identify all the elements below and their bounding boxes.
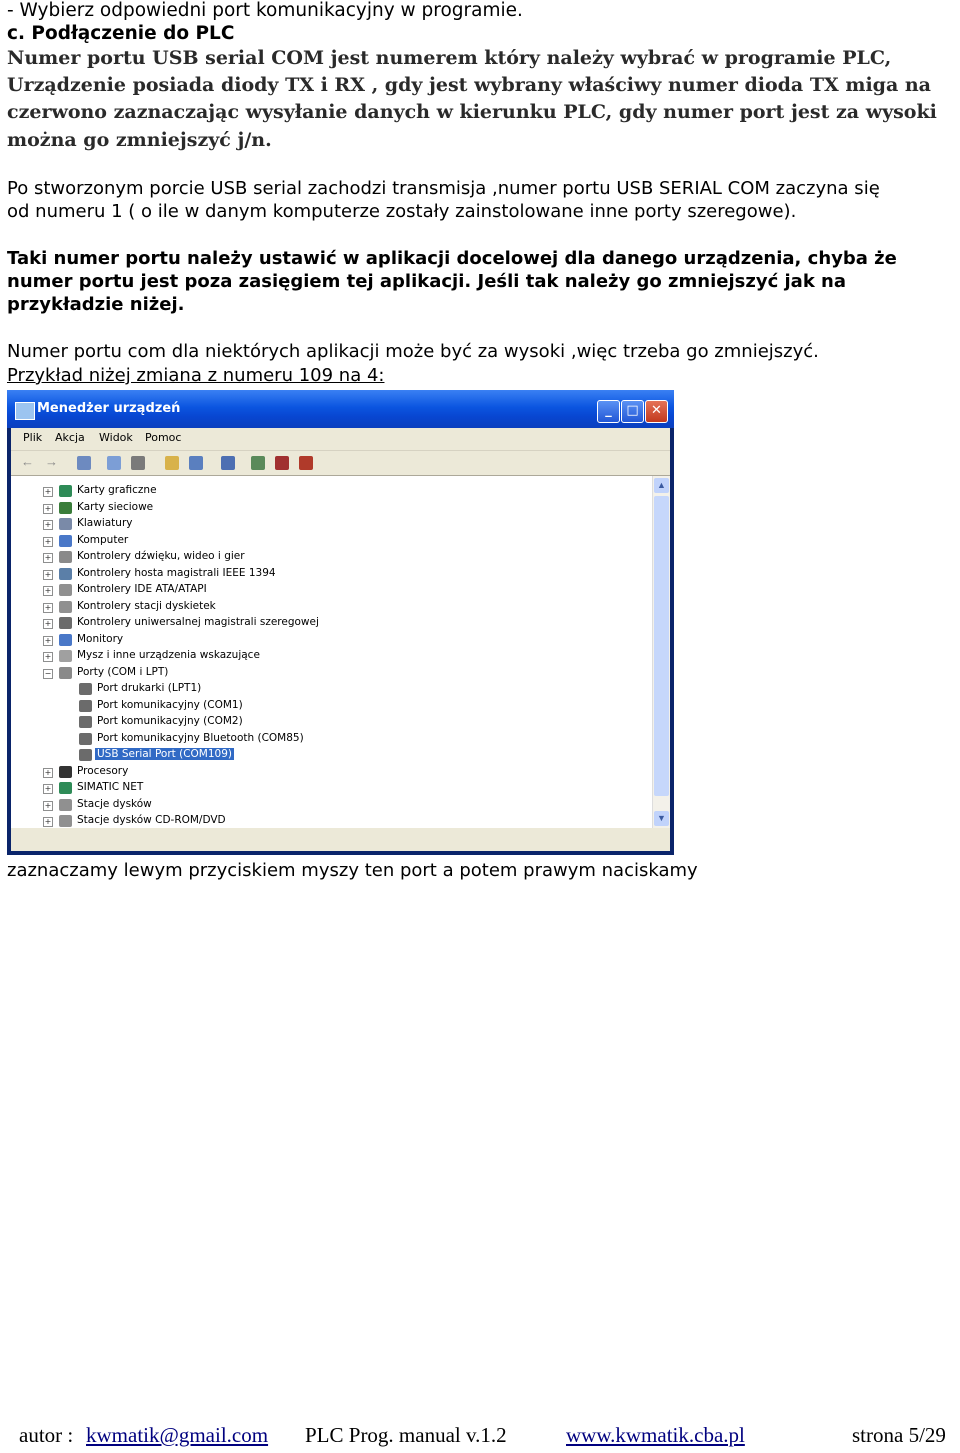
expand-icon[interactable]: +	[44, 635, 52, 645]
tree-item-label: Kontrolery dźwięku, wideo i gier	[77, 550, 245, 562]
collapse-icon[interactable]: −	[44, 668, 52, 678]
tree-item-label: Port komunikacyjny Bluetooth (COM85)	[97, 731, 304, 744]
tree-item-label: USB Serial Port (COM109)	[97, 748, 232, 760]
para1-line-2: od numeru 1 ( o ile w danym komputerze zostały zainstolowane inne porty szeregowe).	[7, 201, 797, 222]
expand-icon[interactable]: +	[44, 487, 52, 496]
para2-line-2: numer portu jest poza zasięgiem tej aplikacji. Jeśli tak należy go zmniejszyć jak na	[7, 271, 847, 292]
serif-line-2: Urządzenie posiada diody TX i RX , gdy jest wybrany właściwy numer dioda TX miga na	[7, 74, 931, 96]
expand-icon[interactable]: +	[44, 817, 52, 826]
tree-item-label: Stacje dysków CD-ROM/DVD	[77, 814, 226, 826]
footer-website-link[interactable]: www.kwmatik.cba.pl	[566, 1423, 745, 1447]
menu-view[interactable]: Widok	[99, 431, 133, 444]
menu-help[interactable]: Pomoc	[145, 431, 182, 444]
tree-item-label: Mysz i inne urządzenia wskazujące	[77, 649, 260, 661]
tree-item[interactable]	[11, 699, 651, 715]
device-category-icon	[79, 716, 92, 728]
toolbar	[11, 451, 670, 476]
tree-item-label: Kontrolery IDE ATA/ATAPI	[77, 583, 207, 595]
tree-item[interactable]	[11, 682, 651, 698]
tree-item-label: Klawiatury	[77, 517, 133, 529]
expand-icon[interactable]: +	[44, 553, 52, 562]
tree-item-label: Kontrolery uniwersalnej magistrali szeregowej	[77, 616, 319, 628]
device-category-icon	[79, 749, 92, 761]
expand-icon[interactable]: +	[44, 800, 52, 810]
tree-item-label: Kontrolery stacji dyskietek	[77, 599, 216, 612]
minimize-icon[interactable]: _	[597, 400, 620, 423]
device-category-icon	[59, 568, 72, 580]
vertical-scrollbar[interactable]	[652, 476, 670, 828]
device-category-icon	[59, 799, 72, 811]
expand-icon[interactable]: +	[44, 602, 52, 612]
device-manager-window	[7, 390, 674, 855]
para3: Numer portu com dla niektórych aplikacji może być za wysoki ,więc trzeba go zmniejszyć.	[7, 341, 819, 362]
tree-item[interactable]	[11, 567, 651, 583]
tree-item[interactable]	[11, 765, 651, 781]
device-category-icon	[59, 551, 72, 563]
footer-page-number: strona 5/29	[852, 1423, 946, 1447]
scroll-down-icon[interactable]: ▼	[654, 811, 669, 826]
close-icon[interactable]: ✕	[645, 400, 668, 423]
para2-line-3: przykładzie niżej.	[7, 294, 185, 315]
device-category-icon	[59, 815, 72, 827]
computer-icon[interactable]	[107, 456, 121, 470]
tree-item-label: Porty (COM i LPT)	[77, 665, 169, 678]
menu-action[interactable]: Akcja	[55, 431, 85, 444]
expand-icon[interactable]: +	[44, 569, 52, 579]
tree-item[interactable]	[11, 501, 651, 517]
tree-item-label: Komputer	[77, 533, 129, 546]
device-category-icon	[59, 601, 72, 613]
update-driver-icon[interactable]	[251, 456, 265, 470]
tree-item-label: Port komunikacyjny (COM1)	[97, 698, 243, 711]
window-titlebar	[7, 390, 674, 428]
tree-item-label: Stacje dysków	[77, 797, 152, 810]
expand-icon[interactable]: +	[44, 767, 52, 777]
tree-item[interactable]	[11, 748, 651, 764]
tree-item-label: Port komunikacyjny (COM2)	[97, 715, 243, 727]
tree-item-label: Karty sieciowe	[77, 500, 154, 513]
tree-item[interactable]	[11, 781, 651, 797]
device-category-icon	[59, 535, 72, 547]
tree-item[interactable]	[11, 600, 651, 616]
tree-item[interactable]	[11, 814, 651, 828]
device-category-icon	[59, 667, 72, 679]
expand-icon[interactable]: +	[44, 536, 52, 546]
device-category-icon	[59, 518, 72, 530]
scan-hardware-icon[interactable]	[221, 456, 235, 470]
tree-item[interactable]	[11, 550, 651, 566]
maximize-icon[interactable]: □	[621, 400, 644, 423]
tree-item-label: Karty graficzne	[77, 484, 157, 496]
tree-item[interactable]	[11, 583, 651, 599]
expand-icon[interactable]: +	[44, 503, 52, 513]
tree-item[interactable]	[11, 633, 651, 649]
back-arrow-icon[interactable]: ←	[21, 454, 34, 469]
tree-item-label: Monitory	[77, 632, 124, 645]
tree-item[interactable]	[11, 732, 651, 748]
footer-email-link[interactable]: kwmatik@gmail.com	[86, 1423, 269, 1447]
device-category-icon	[59, 617, 72, 629]
device-category-icon	[59, 650, 72, 662]
footer-manual: PLC Prog. manual v.1.2	[305, 1423, 507, 1447]
tree-item-label: Port drukarki (LPT1)	[97, 682, 202, 694]
tree-item[interactable]	[11, 715, 651, 731]
device-tree	[11, 476, 670, 828]
device-category-icon	[79, 700, 92, 712]
forward-arrow-icon[interactable]: →	[45, 454, 58, 469]
tree-item[interactable]	[11, 666, 651, 682]
expand-icon[interactable]: +	[44, 520, 52, 529]
expand-icon[interactable]: +	[44, 586, 52, 595]
footer-author-label: autor :	[19, 1423, 74, 1447]
serif-line-3: czerwono zaznaczając wysyłanie danych w kierunku PLC, gdy numer port jest za wysoki	[7, 101, 937, 123]
properties-view-icon[interactable]	[77, 456, 91, 470]
show-hidden-icon[interactable]	[189, 456, 203, 470]
tree-item[interactable]	[11, 616, 651, 632]
menu-bar	[11, 428, 670, 451]
caption: zaznaczamy lewym przyciskiem myszy ten port a potem prawym naciskamy	[7, 860, 698, 881]
device-category-icon	[59, 766, 72, 778]
serif-line-4: można go zmniejszyć j/n.	[7, 129, 272, 151]
device-category-icon	[59, 485, 72, 497]
device-category-icon	[59, 584, 72, 596]
expand-icon[interactable]: +	[44, 619, 52, 628]
scroll-up-icon[interactable]: ▲	[654, 478, 669, 493]
tree-item-label: Procesory	[77, 764, 129, 777]
help-icon[interactable]	[165, 456, 179, 470]
window-title: Menedżer urządzeń	[37, 401, 181, 416]
uninstall-device-icon[interactable]	[299, 456, 313, 470]
scroll-thumb[interactable]	[654, 496, 669, 796]
para2-line-1: Taki numer portu należy ustawić w aplikacji docelowej dla danego urządzenia, chyba że	[7, 248, 897, 269]
para4: Przykład niżej zmiana z numeru 109 na 4:	[7, 365, 385, 386]
tree-item[interactable]	[11, 517, 651, 533]
device-category-icon	[79, 683, 92, 695]
device-manager-icon	[15, 402, 35, 420]
section-heading: c. Podłączenie do PLC	[7, 23, 235, 44]
para1-line-1: Po stworzonym porcie USB serial zachodzi transmisja ,numer portu USB SERIAL COM zaczyna się	[7, 178, 880, 199]
print-icon[interactable]	[131, 456, 145, 470]
tree-item[interactable]	[11, 534, 651, 550]
intro-line: - Wybierz odpowiedni port komunikacyjny w programie.	[7, 0, 523, 21]
serif-line-1: Numer portu USB serial COM jest numerem który należy wybrać w programie PLC,	[7, 47, 892, 69]
tree-item[interactable]	[11, 798, 651, 814]
tree-item[interactable]	[11, 649, 651, 665]
device-category-icon	[79, 733, 92, 745]
disable-device-icon[interactable]	[275, 456, 289, 470]
tree-item-label: Kontrolery hosta magistrali IEEE 1394	[77, 566, 276, 579]
expand-icon[interactable]: +	[44, 652, 52, 661]
device-category-icon	[59, 782, 72, 794]
device-category-icon	[59, 502, 72, 514]
tree-item-label: SIMATIC NET	[77, 781, 144, 793]
menu-file[interactable]: Plik	[23, 431, 43, 444]
status-bar	[11, 828, 670, 851]
device-category-icon	[59, 634, 72, 646]
tree-item[interactable]	[11, 484, 651, 500]
expand-icon[interactable]: +	[44, 784, 52, 793]
